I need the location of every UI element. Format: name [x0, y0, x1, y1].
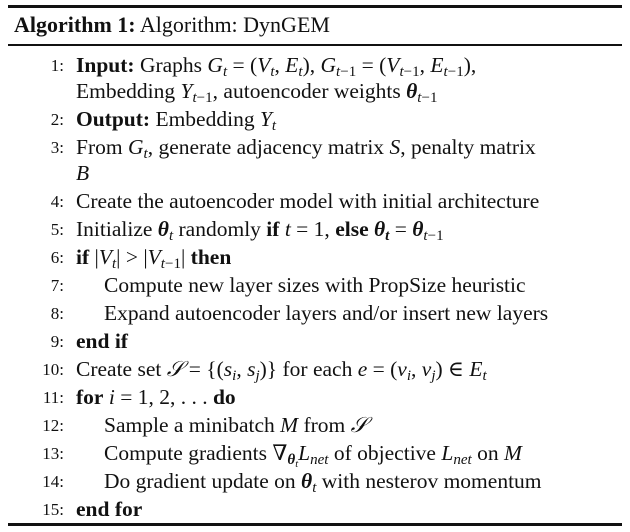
line-body: B — [76, 161, 90, 185]
line-number: 9: — [50, 332, 64, 351]
line-number: 4: — [50, 192, 64, 211]
line-body: Compute new layer sizes with PropSize heuristic — [104, 273, 526, 297]
line-number: 3: — [50, 138, 64, 157]
line-body: Initialize $\theta_t$ randomly if t = 1, else $\theta_t = \theta_{t-1}$ — [76, 217, 444, 245]
line-body: Do gradient update on $\theta_t$ with nesterov momentum — [104, 469, 542, 497]
caption-rule — [8, 44, 622, 46]
line-body: Create the autoencoder model with initial architecture — [76, 189, 540, 213]
line-body: if $|V_t| > |V_{t-1}|$ then — [76, 245, 232, 273]
line-number: 6: — [50, 248, 64, 267]
line-number: 15: — [42, 500, 64, 519]
line-body: Embedding $Y_{t-1}$, autoencoder weights $\theta_{t-1}$ — [76, 79, 438, 107]
line-number: 8: — [50, 304, 64, 323]
line-body: From $G_t$, generate adjacency matrix S, penalty matrix — [76, 135, 536, 163]
line-body: for i = 1, 2, . . . do — [76, 385, 236, 409]
line-number: 5: — [50, 220, 64, 239]
line-body: end for — [76, 497, 143, 521]
line-number: 2: — [50, 110, 64, 129]
line-body: Compute gradients $\nabla_{\theta_t}L_{net}$ of objective $L_{net}$ on M — [104, 441, 522, 471]
line-body: Input: Graphs $G_t = (V_t$, $E_t$), $G_{t-1} = (V_{t-1}$, $E_{t-1}$), — [76, 53, 477, 81]
caption-label: Algorithm 1: — [14, 12, 136, 37]
line-number: 10: — [42, 360, 64, 379]
caption-text: Algorithm: DynGEM — [139, 12, 330, 37]
line-body: end if — [76, 329, 128, 353]
top-rule — [8, 5, 622, 8]
line-body: Expand autoencoder layers and/or insert new layers — [104, 301, 549, 325]
algorithm-caption — [14, 10, 330, 40]
bottom-rule — [8, 523, 622, 526]
line-number: 1: — [50, 56, 64, 75]
line-number: 14: — [42, 472, 64, 491]
line-number: 13: — [42, 444, 64, 463]
line-body: Sample a minibatch M from 𝒮 — [104, 413, 368, 438]
line-number: 12: — [42, 416, 64, 435]
line-body: Create set 𝒮 = {($s_i$, $s_j$)} for each $e = (v_i$, $v_j$) ∈ $E_t$ — [76, 357, 487, 385]
line-body: Output: Embedding $Y_t$ — [76, 107, 277, 135]
line-number: 11: — [42, 388, 64, 407]
line-number: 7: — [50, 276, 64, 295]
